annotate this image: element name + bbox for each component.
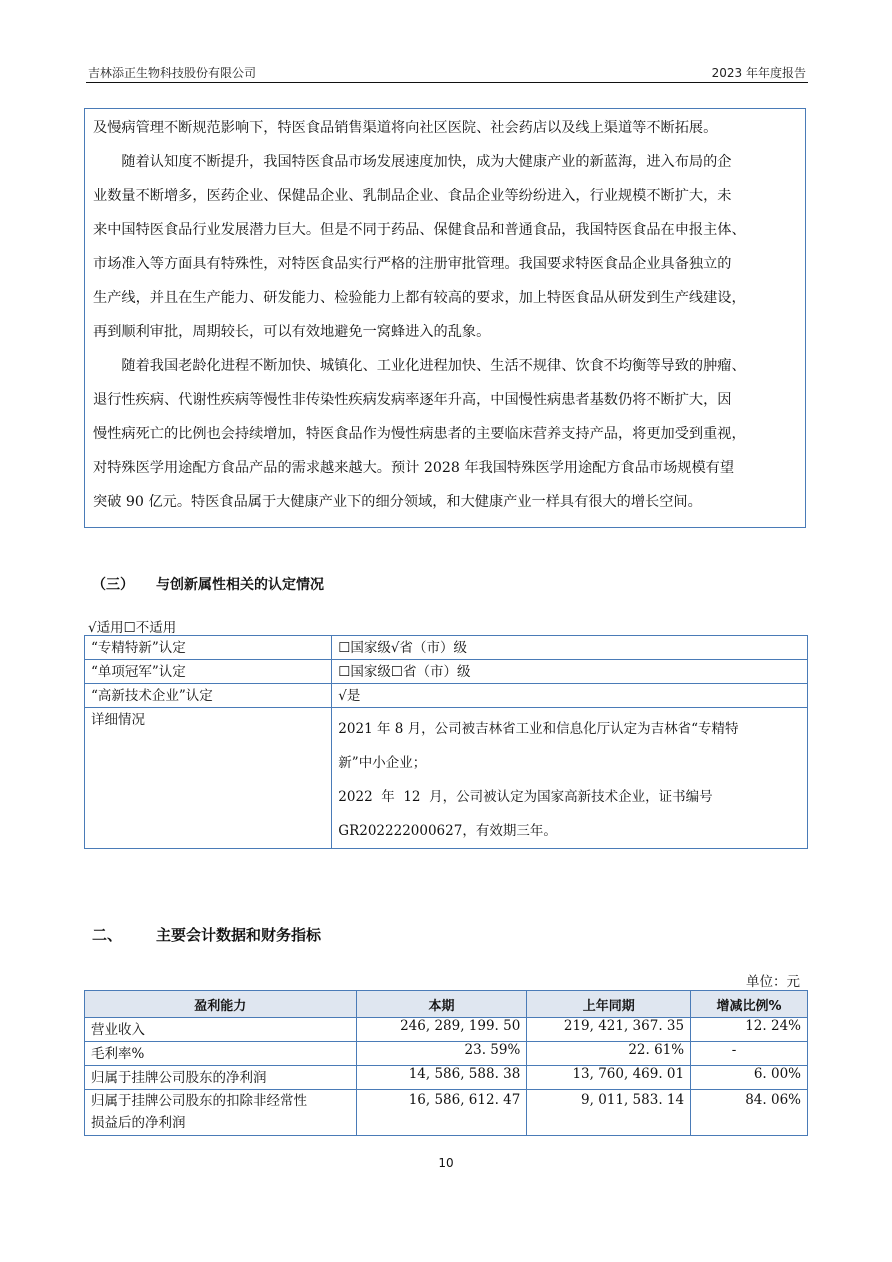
- page-number: 10: [438, 1156, 454, 1170]
- text-line: 随着认知度不断提升，我国特医食品市场发展速度加快，成为大健康产业的新蓝海，进入布局的企: [93, 154, 732, 170]
- detail-line: 新”中小企业；: [338, 755, 427, 771]
- row-label: “高新技术企业”认定: [85, 684, 332, 708]
- innovation-cert-table: [84, 635, 808, 849]
- table-row: [85, 636, 808, 660]
- section3-title: 与创新属性相关的认定情况: [156, 577, 324, 593]
- text-line: 退行性疾病、代谢性疾病等慢性非传染性疾病发病率逐年升高，中国慢性病患者基数仍将不断扩大，因: [93, 392, 732, 408]
- text-line: 业数量不断增多，医药企业、保健品企业、乳制品企业、食品企业等纷纷进入，行业规模不断扩大，未: [93, 188, 732, 204]
- previous-value: 13, 760, 469. 01: [527, 1066, 691, 1090]
- change-percent: 84. 06%: [691, 1090, 808, 1136]
- section2-title: 主要会计数据和财务指标: [156, 926, 322, 944]
- text-line: 生产线，并且在生产能力、研发能力、检验能力上都有较高的要求，加上特医食品从研发到生产线建设，: [93, 290, 746, 306]
- previous-value: 9, 011, 583. 14: [527, 1090, 691, 1136]
- row-label-line: 归属于挂牌公司股东的扣除非经常性: [91, 1093, 307, 1109]
- text-line: 再到顺利审批，周期较长，可以有效地避免一窝蜂进入的乱象。: [93, 324, 491, 340]
- row-label-line: 损益后的净利润: [91, 1115, 186, 1131]
- text-line: 来中国特医食品行业发展潜力巨大。但是不同于药品、保健食品和普通食品，我国特医食品在申报主体、: [93, 222, 746, 238]
- current-value: 246, 289, 199. 50: [356, 1018, 527, 1042]
- current-value: 16, 586, 612. 47: [356, 1090, 527, 1136]
- text-line: 随着我国老龄化进程不断加快、城镇化、工业化进程加快、生活不规律、饮食不均衡等导致的肿瘤、: [93, 358, 746, 374]
- industry-text-box: [84, 108, 806, 528]
- previous-value: 22. 61%: [527, 1042, 691, 1066]
- detail-line: 2021 年 8 月，公司被吉林省工业和信息化厅认定为吉林省“专精特: [338, 721, 739, 737]
- header-cell: 上年同期: [527, 991, 691, 1018]
- row-label: 营业收入: [85, 1018, 357, 1042]
- table-row: [85, 1066, 808, 1090]
- detail-content: [332, 708, 808, 849]
- header-company: 吉林添正生物科技股份有限公司: [88, 66, 257, 80]
- text-line: 突破 90 亿元。特医食品属于大健康产业下的细分领域，和大健康产业一样具有很大的增长空间。: [93, 494, 702, 510]
- change-percent: 12. 24%: [691, 1018, 808, 1042]
- row-label: [85, 1090, 357, 1136]
- table-row: [85, 1042, 808, 1066]
- row-label: 归属于挂牌公司股东的净利润: [85, 1066, 357, 1090]
- row-label: “专精特新”认定: [85, 636, 332, 660]
- text-line: 市场准入等方面具有特殊性，对特医食品实行严格的注册审批管理。我国要求特医食品企业具备独立的: [93, 256, 732, 272]
- table-header-row: [85, 991, 808, 1018]
- table-row: [85, 684, 808, 708]
- header-cell: 本期: [356, 991, 527, 1018]
- change-percent: -: [691, 1042, 808, 1066]
- header-report-title: 2023 年年度报告: [711, 66, 806, 80]
- financial-indicators-table: [84, 990, 808, 1136]
- table-row: [85, 1090, 808, 1136]
- header-cell: 增减比例%: [691, 991, 808, 1018]
- detail-label: 详细情况: [85, 708, 332, 849]
- table-row: [85, 660, 808, 684]
- text-line: 及慢病管理不断规范影响下，特医食品销售渠道将向社区医院、社会药店以及线上渠道等不断拓展。: [93, 120, 718, 136]
- previous-value: 219, 421, 367. 35: [527, 1018, 691, 1042]
- table-row: [85, 1018, 808, 1042]
- row-value: √是: [332, 684, 808, 708]
- header-divider: [86, 82, 808, 83]
- table-row: [85, 708, 808, 849]
- section3-number: （三）: [92, 577, 134, 593]
- row-label: 毛利率%: [85, 1042, 357, 1066]
- detail-line: GR202222000627，有效期三年。: [338, 823, 557, 839]
- text-line: 慢性病死亡的比例也会持续增加，特医食品作为慢性病患者的主要临床营养支持产品，将更加受到重视，: [93, 426, 746, 442]
- row-label: “单项冠军”认定: [85, 660, 332, 684]
- detail-line: 2022 年 12 月，公司被认定为国家高新技术企业，证书编号: [338, 789, 713, 805]
- current-value: 23. 59%: [356, 1042, 527, 1066]
- text-line: 对特殊医学用途配方食品产品的需求越来越大。预计 2028 年我国特殊医学用途配方食品市场规模有望: [93, 460, 735, 476]
- change-percent: 6. 00%: [691, 1066, 808, 1090]
- section2-number: 二、: [92, 926, 123, 944]
- row-value: ☐国家级☐省（市）级: [332, 660, 808, 684]
- row-value: ☐国家级√省（市）级: [332, 636, 808, 660]
- applicable-indicator: √适用☐不适用: [88, 620, 177, 636]
- unit-label: 单位：元: [746, 974, 800, 990]
- current-value: 14, 586, 588. 38: [356, 1066, 527, 1090]
- header-cell: 盈利能力: [85, 991, 357, 1018]
